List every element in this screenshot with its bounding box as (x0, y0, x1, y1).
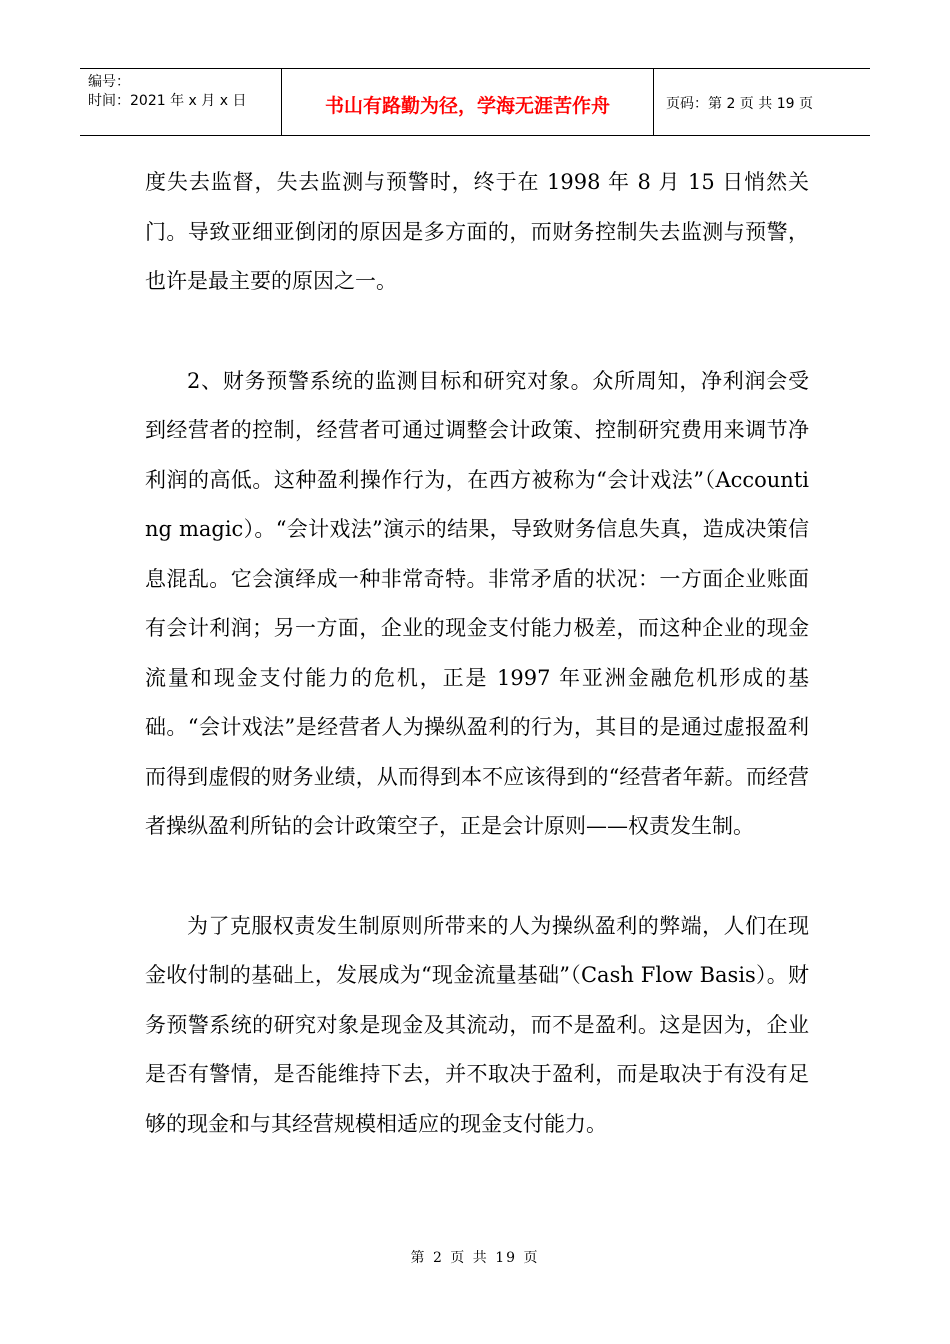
paragraph-monitoring-targets: 2、财务预警系统的监测目标和研究对象。众所周知，净利润会受到经营者的控制，经营者可通过调整会计政策、控制研究费用来调节净利润的高低。这种盈利操作行为，在西方被称为“会计戏法”（Accounting magic）。“会计戏法”演示的结果，导致财务信息失真，造成决策信息混乱。它会演绎成一种非常奇特。非常矛盾的状况：一方面企业账面有会计利润；另一方面，企业的现金支付能力极差，而这种企业的现金流量和现金支付能力的危机，正是 1997 年亚洲金融危机形成的基础。“会计戏法”是经营者人为操纵盈利的行为，其目的是通过虚报盈利而得到虚假的财务业绩，从而得到本不应该得到的“经营者年薪。而经营者操纵盈利所钻的会计政策空子，正是会计原则——权责发生制。 (145, 368, 809, 838)
paragraph-continued: 度失去监督，失去监测与预警时，终于在 1998 年 8 月 15 日悄然关门。导致亚细亚倒闭的原因是多方面的，而财务控制失去监测与预警，也许是最主要的原因之一。 (145, 170, 809, 293)
header-meta-cell (80, 69, 282, 135)
page-header (80, 68, 870, 136)
page-footer: 第 2 页 共 19 页 (410, 1250, 540, 1266)
header-motto: 书山有路勤为径，学海无涯苦作舟 (282, 69, 654, 135)
paragraph-cash-flow-basis: 为了克服权责发生制原则所带来的人为操纵盈利的弊端，人们在现金收付制的基础上，发展成为“现金流量基础”（Cash Flow Basis）。财务预警系统的研究对象是现金及其流动，而不是盈利。这是因为，企业是否有警情，是否能维持下去，并不取决于盈利，而是取决于有没有足够的现金和与其经营规模相适应的现金支付能力。 (145, 913, 809, 1136)
document-body (145, 158, 809, 1149)
header-page-info: 页码：第 2 页 共 19 页 (666, 96, 813, 112)
document-number-label: 编号： (88, 74, 130, 90)
document-date: 时间：2021 年 x 月 x 日 (88, 93, 247, 109)
